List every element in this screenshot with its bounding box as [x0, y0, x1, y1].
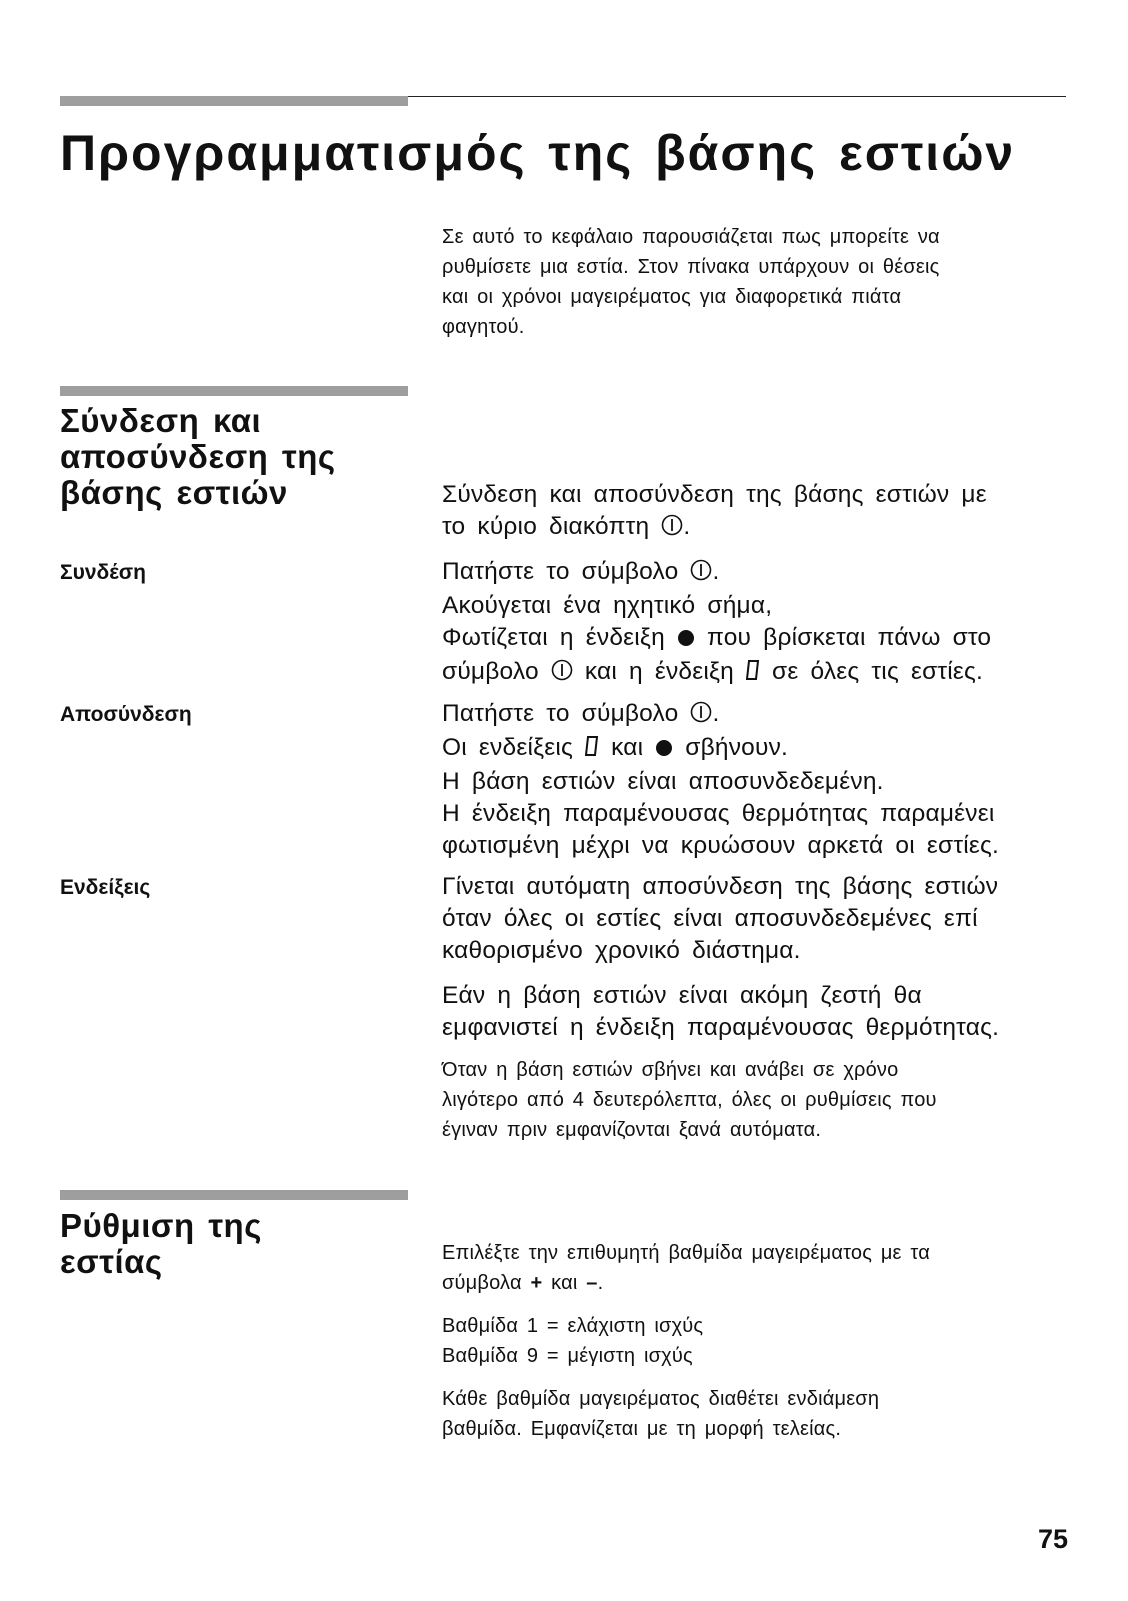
section-heading-setting: Ρύθμιση της εστίας	[60, 1207, 262, 1280]
power-switch-icon	[690, 558, 712, 590]
section-bar	[60, 1190, 408, 1200]
seven-segment-zero-icon	[585, 734, 599, 766]
intro-paragraph: Σε αυτό το κεφάλαιο παρουσιάζεται πως μπορείτε να ρυθμίσετε μια εστία. Στον πίνακα υπάρχουν οι θέσεις και οι χρόνοι μαγειρέματος για διαφορετικά πιάτα φαγητού.	[442, 226, 940, 338]
page-number: 75	[1037, 1524, 1068, 1554]
section-heading-connection: Σύνδεση και αποσύνδεση της βάσης εστιών	[60, 402, 336, 511]
power-switch-icon	[551, 658, 573, 690]
setting-paragraph-2: Βαθμίδα 1 = ελάχιστη ισχύς Βαθμίδα 9 = μέγιστη ισχύς	[442, 1315, 704, 1367]
indications-paragraph-2: Εάν η βάση εστιών είναι ακόμη ζεστή θα εμφανιστεί η ένδειξη παραμένουσας θερμότητας.	[442, 982, 1000, 1041]
subheading-indications: Ενδείξεις	[60, 876, 151, 899]
setting-paragraph-3: Κάθε βαθμίδα μαγειρέματος διαθέτει ενδιάμεση βαθμίδα. Εμφανίζεται με τη μορφή τελείας.	[442, 1388, 880, 1440]
connect-instructions: Πατήστε το σύμβολο . Ακούγεται ένα ηχητικό σήμα, Φωτίζεται η ένδειξη που βρίσκεται πάνω στο σύμβολο και η ένδειξη σε όλες τις εστίες.	[442, 556, 991, 690]
setting-paragraph-1: Επιλέξτε την επιθυμητή βαθμίδα μαγειρέματος με τα σύμβολα + και –.	[442, 1242, 930, 1294]
section-lead-paragraph: Σύνδεση και αποσύνδεση της βάσης εστιών με το κύριο διακόπτη .	[442, 479, 987, 545]
subheading-connect: Συνδέση	[60, 561, 146, 584]
power-switch-icon	[690, 700, 712, 732]
section-bar	[60, 96, 408, 106]
filled-dot-icon	[677, 624, 695, 656]
section-bar	[60, 386, 408, 396]
disconnect-instructions: Πατήστε το σύμβολο . Οι ενδείξεις και σβήνουν. Η βάση εστιών είναι αποσυνδεδεμένη. Η ένδειξη παραμένουσας θερμότητας παραμένει φωτισμένη μέχρι να κρυώσουν αρκετά οι εστίες.	[442, 700, 1000, 859]
indications-paragraph-1: Γίνεται αυτόματη αποσύνδεση της βάσης εστιών όταν όλες οι εστίες είναι αποσυνδεδεμένες επί καθορισμένο χρονικό διάστημα.	[442, 873, 999, 964]
filled-dot-icon	[655, 734, 673, 766]
seven-segment-zero-icon	[746, 658, 760, 690]
page-title: Προγραμματισμός της βάσης εστιών	[60, 125, 1016, 181]
indications-note: Όταν η βάση εστιών σβήνει και ανάβει σε χρόνο λιγότερο από 4 δευτερόλεπτα, όλες οι ρυθμίσεις που έγιναν πριν εμφανίζονται ξανά αυτόματα.	[442, 1059, 937, 1141]
minus-symbol: –	[586, 1272, 598, 1294]
power-switch-icon	[661, 513, 683, 545]
subheading-disconnect: Αποσύνδεση	[60, 703, 192, 726]
plus-symbol: +	[530, 1272, 543, 1294]
